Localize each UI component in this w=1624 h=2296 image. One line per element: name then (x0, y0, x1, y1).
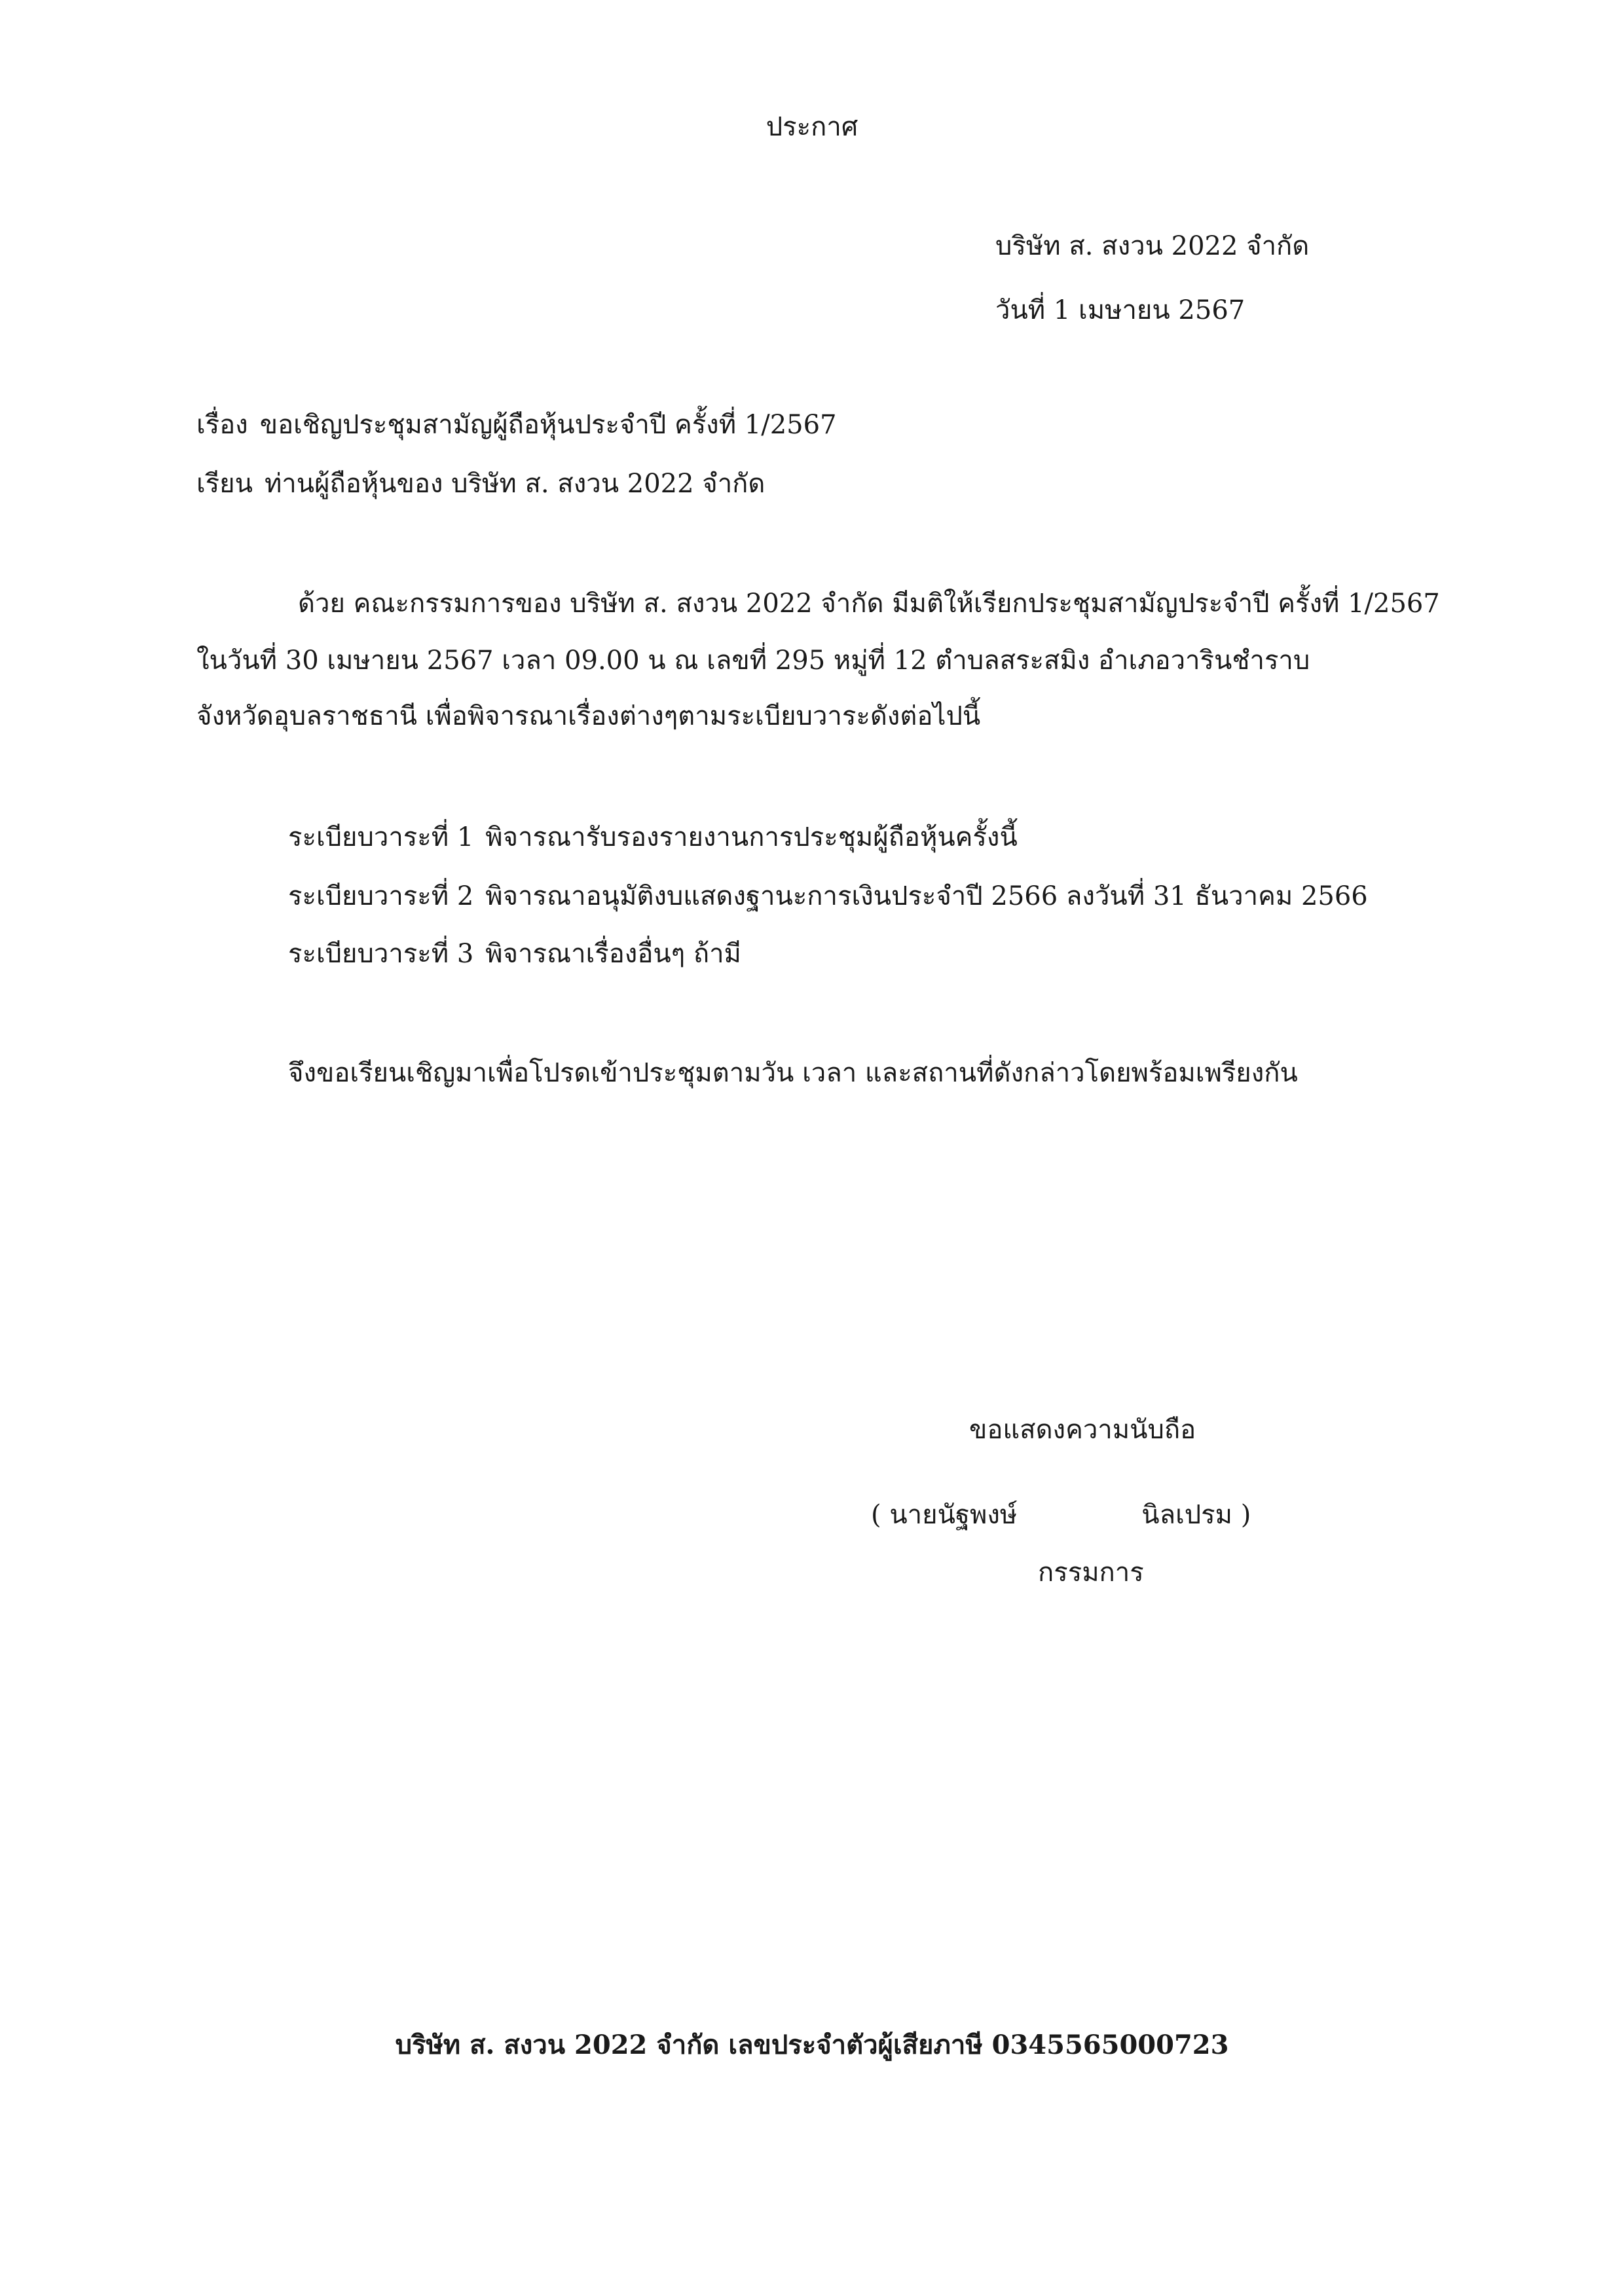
recipient-line (196, 468, 765, 500)
agenda-text: พิจารณาอนุมัติงบแสดงฐานะการเงินประจำปี 2566 ลงวันที่ 31 ธันวาคม 2566 (485, 881, 1368, 911)
agenda-number: ระเบียบวาระที่ 1 (288, 822, 474, 852)
body-line-1: ด้วย คณะกรรมการของ บริษัท ส. สงวน 2022 จำกัด มีมติให้เรียกประชุมสามัญประจำปี ครั้งที่ 1/2567 (298, 589, 1440, 619)
subject-line (196, 409, 837, 441)
signer-name (871, 1499, 1251, 1531)
agenda-item-2 (288, 881, 1368, 912)
signer-first-name: ( นายนัฐพงษ์ (871, 1500, 1018, 1530)
signer-position: กรรมการ (1038, 1558, 1144, 1588)
issue-date: วันที่ 1 เมษายน 2567 (995, 295, 1246, 325)
signer-last-name: นิลเปรม ) (1141, 1500, 1251, 1530)
document-title: ประกาศ (766, 112, 858, 142)
agenda-number: ระเบียบวาระที่ 2 (288, 881, 474, 911)
regards-text: ขอแสดงความนับถือ (969, 1415, 1196, 1445)
agenda-item-3 (288, 938, 741, 970)
agenda-item-1 (288, 822, 1018, 853)
agenda-number: ระเบียบวาระที่ 3 (288, 939, 474, 969)
closing-paragraph: จึงขอเรียนเชิญมาเพื่อโปรดเข้าประชุมตามวัน เวลา และสถานที่ดังกล่าวโดยพร้อมเพรียงกัน (288, 1058, 1298, 1088)
recipient-label: เรียน (196, 469, 253, 499)
body-line-3: จังหวัดอุบลราชธานี เพื่อพิจารณาเรื่องต่างๆตามระเบียบวาระดังต่อไปนี้ (196, 701, 981, 731)
recipient-text: ท่านผู้ถือหุ้นของ บริษัท ส. สงวน 2022 จำกัด (264, 469, 766, 499)
subject-label: เรื่อง (196, 410, 248, 440)
agenda-text: พิจารณารับรองรายงานการประชุมผู้ถือหุ้นครั้งนี้ (485, 822, 1018, 852)
issuer-company: บริษัท ส. สงวน 2022 จำกัด (995, 231, 1310, 261)
body-line-2: ในวันที่ 30 เมษายน 2567 เวลา 09.00 น ณ เลขที่ 295 หมู่ที่ 12 ตำบลสระสมิง อำเภอวารินชำราบ (196, 646, 1310, 676)
subject-text: ขอเชิญประชุมสามัญผู้ถือหุ้นประจำปี ครั้งที่ 1/2567 (259, 410, 837, 440)
agenda-text: พิจารณาเรื่องอื่นๆ ถ้ามี (485, 939, 741, 969)
footer-company-tax-id: บริษัท ส. สงวน 2022 จำกัด เลขประจำตัวผู้เสียภาษี 0345565000723 (395, 2030, 1229, 2060)
